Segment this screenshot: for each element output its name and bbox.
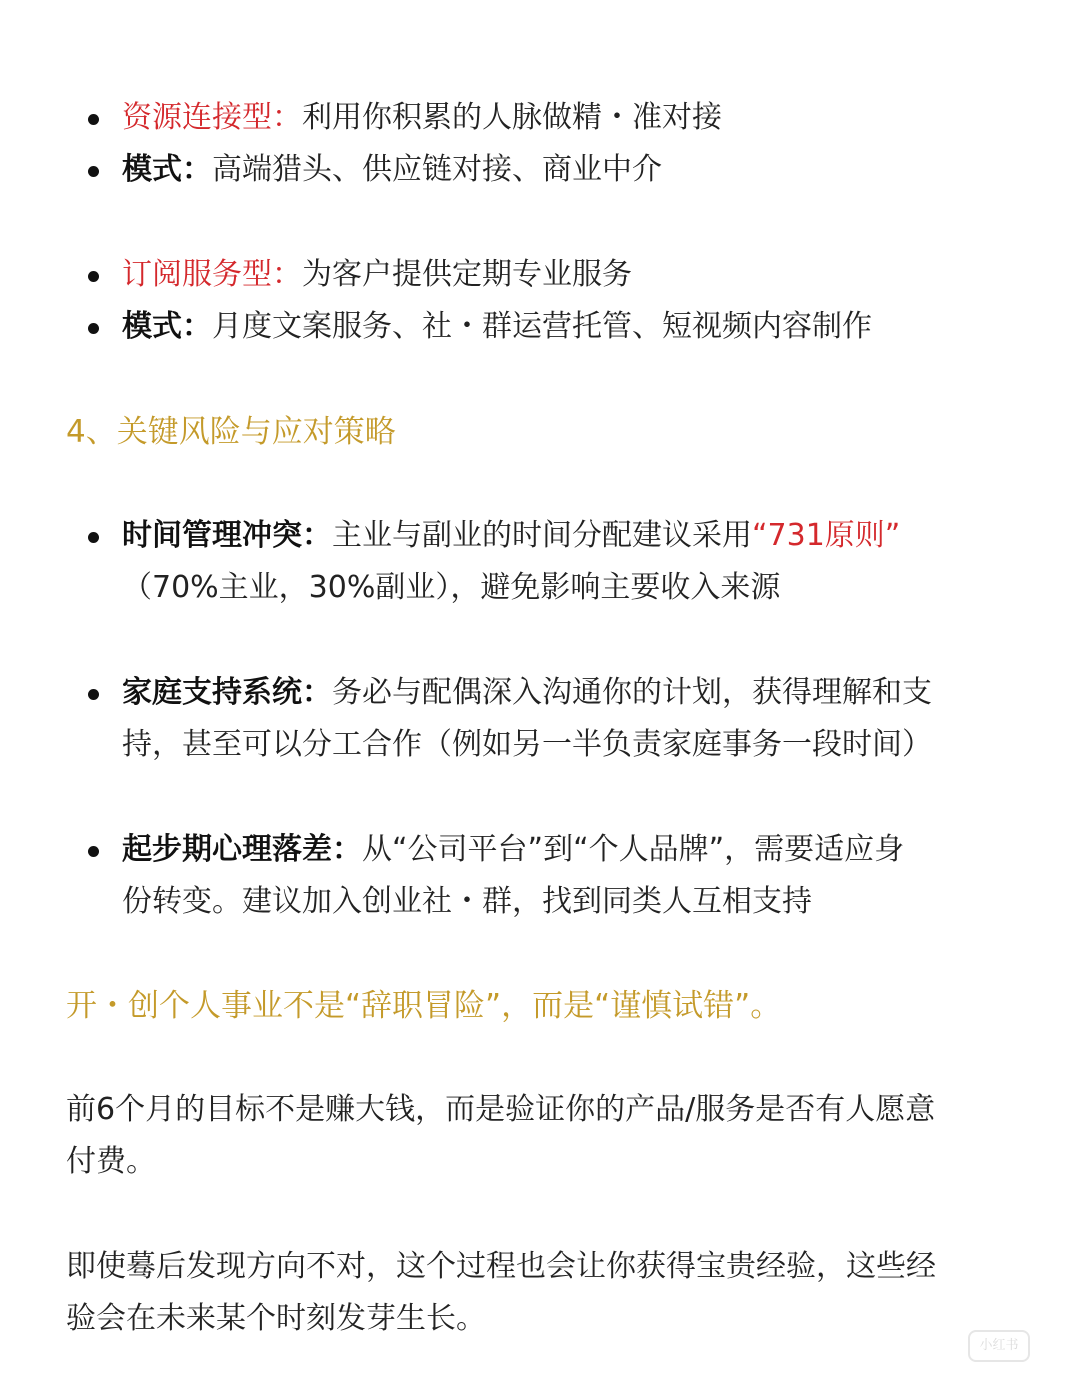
item-description: 月度文案服务、社・群运营托管、短视频内容制作 xyxy=(212,309,872,344)
list-item-subscription-service xyxy=(88,249,1028,301)
highlight-rule: “731原则” xyxy=(752,518,901,553)
paragraph-line: 验会在未来某个时刻发芽生长。 xyxy=(66,1301,486,1336)
item-label: 起步期心理落差： xyxy=(122,832,362,867)
list-item-family-support xyxy=(88,667,1028,771)
xiaohongshu-watermark-logo: 小红书 xyxy=(968,1330,1030,1362)
item-description: 从“公司平台”到“个人品牌”，需要适应身 xyxy=(362,832,905,867)
paragraph-line: 即使蓦后发现方向不对，这个过程也会让你获得宝贵经验，这些经 xyxy=(66,1249,936,1284)
paragraph-line: 付费。 xyxy=(66,1144,156,1179)
item-description: 为客户提供定期专业服务 xyxy=(302,257,632,292)
item-label: 订阅服务型： xyxy=(122,257,302,292)
item-description-continued: 持，甚至可以分工合作（例如另一半负责家庭事务一段时间） xyxy=(122,727,932,762)
item-label: 模式： xyxy=(122,309,212,344)
paragraph-goal xyxy=(66,1084,1026,1188)
list-item-resource-mode xyxy=(88,144,1028,196)
item-label: 资源连接型： xyxy=(122,100,302,135)
item-description: 高端猎头、供应链对接、商业中介 xyxy=(212,152,662,187)
item-label: 家庭支持系统： xyxy=(122,675,332,710)
paragraph-line: 前6个月的目标不是赚大钱，而是验证你的产品/服务是否有人愿意 xyxy=(66,1092,936,1127)
paragraph-experience xyxy=(66,1241,1026,1345)
list-item-resource-connection xyxy=(88,92,1028,144)
item-description: 务必与配偶深入沟通你的计划，获得理解和支 xyxy=(332,675,932,710)
item-label: 模式： xyxy=(122,152,212,187)
list-item-time-management xyxy=(88,510,1028,614)
closing-highlight: 开・创个人事业不是“辞职冒险”，而是“谨慎试错”。 xyxy=(66,988,782,1024)
list-item-subscription-mode xyxy=(88,301,1028,353)
item-description-continued: （70%主业，30%副业），避免影响主要收入来源 xyxy=(122,570,781,605)
list-item-psychological-gap xyxy=(88,824,1028,928)
section-heading-risks: 4、关键风险与应对策略 xyxy=(66,414,396,450)
item-description: 利用你积累的人脉做精・准对接 xyxy=(302,100,722,135)
item-label: 时间管理冲突： xyxy=(122,518,332,553)
item-description: 主业与副业的时间分配建议采用 xyxy=(332,518,752,553)
item-description-continued: 份转变。建议加入创业社・群，找到同类人互相支持 xyxy=(122,884,812,919)
